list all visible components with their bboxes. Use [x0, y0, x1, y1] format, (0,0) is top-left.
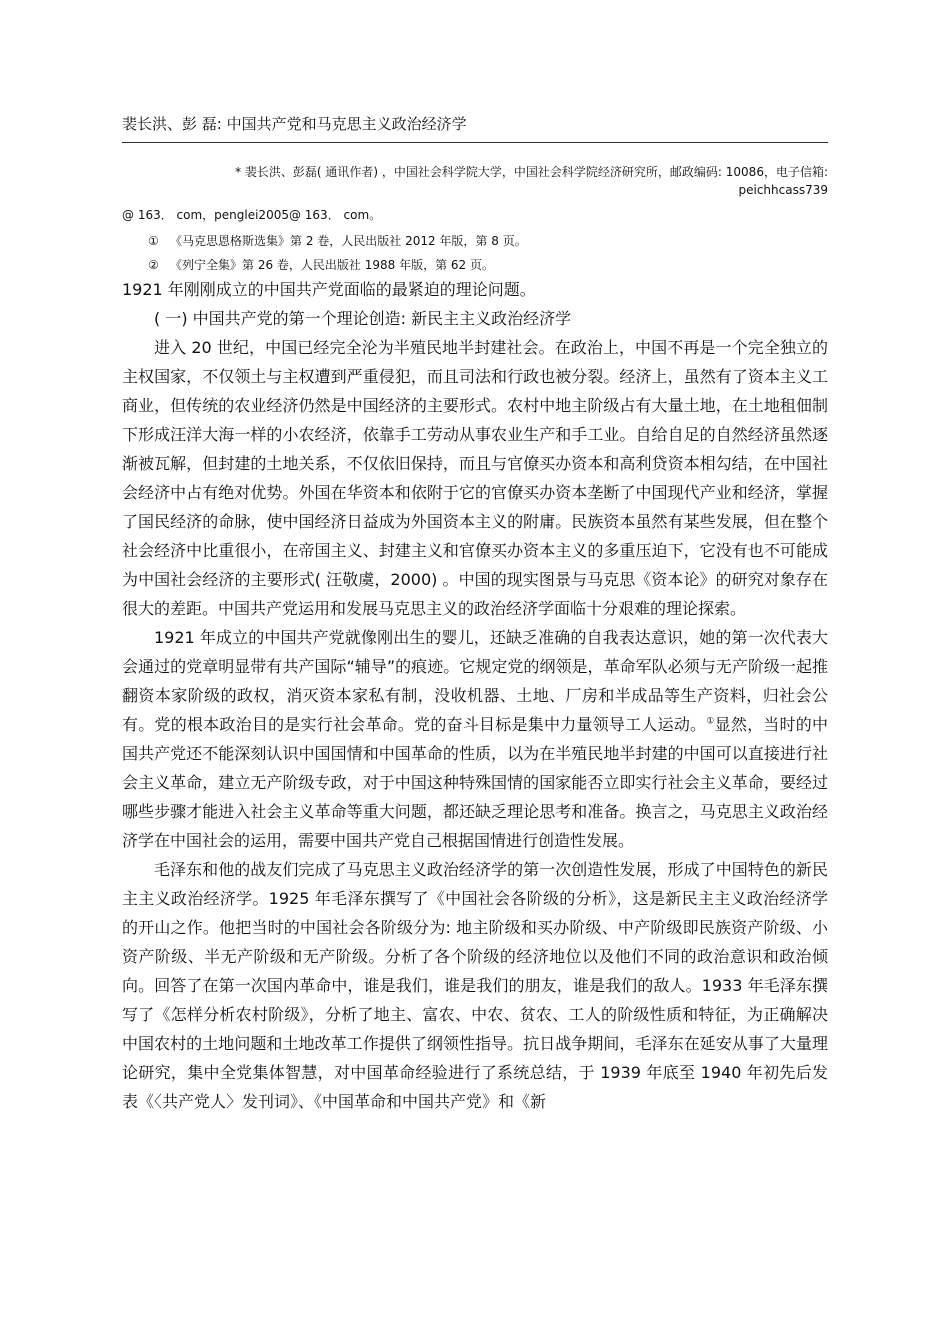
author-note-line-1: * 裴长洪、彭磊( 通讯作者) ，中国社会科学院大学，中国社会科学院经济研究所，邮政编码: 10086，电子信箱:: [235, 165, 828, 179]
paragraph-2: [122, 623, 828, 855]
paragraph-1: 进入 20 世纪，中国已经完全沦为半殖民地半封建社会。在政治上，中国不再是一个完全独立的主权国家，不仅领土与主权遭到严重侵犯，而且司法和行政也被分裂。经济上，虽然有了资本主义工商业，但传统的农业经济仍然是中国经济的主要形式。农村中地主阶级占有大量土地，在土地租佃制下形成汪洋大海一样的小农经济，依靠手工劳动从事农业生产和手工业。自给自足的自然经济虽然逐渐被瓦解，但封建的土地关系，不仅依旧保持，而且与官僚买办资本和高利贷资本相勾结，在中国社会经济中占有绝对优势。外国在华资本和依附于它的官僚买办资本垄断了中国现代产业和经济，掌握了国民经济的命脉，使中国经济日益成为外国资本主义的附庸。民族资本虽然有某些发展，但在整个社会经济中比重很小，在帝国主义、封建主义和官僚买办资本主义的多重压迫下，它没有也不可能成为中国社会经济的主要形式( 汪敬虞，2000) 。中国的现实图景与马克思《资本论》的研究对象存在很大的差距。中国共产党运用和发展马克思主义的政治经济学面临十分艰难的理论探索。: [122, 338, 828, 618]
running-header: 裴长洪、彭 磊: 中国共产党和马克思主义政治经济学: [122, 115, 467, 133]
footnote-text: 《列宁全集》第 26 卷，人民出版社 1988 年版，第 62 页。: [170, 258, 494, 272]
paragraph-2-part-b: 显然，当时的中国共产党还不能深刻认识中国国情和中国革命的性质，以为在半殖民地半封建的中国可以直接进行社会主义革命，建立无产阶级专政，对于中国这种特殊国情的国家能否立即实行社会主义革命，要经过哪些步骤才能进入社会主义革命等重大问题，都还缺乏理论思考和准备。换言之，马克思主义政治经济学在中国社会的运用，需要中国共产党自己根据国情进行创造性发展。: [122, 715, 828, 850]
paragraph-3: 毛泽东和他的战友们完成了马克思主义政治经济学的第一次创造性发展，形成了中国特色的新民主主义政治经济学。1925 年毛泽东撰写了《中国社会各阶级的分析》，这是新民主主义政治经济学的开山之作。他把当时的中国社会各阶级分为: 地主阶级和买办阶级、中产阶级即民族资产阶级、小资产阶级、半无产阶级和无产阶级。分析了各个阶级的经济地位以及他们不同的政治意识和政治倾向。回答了在第一次国内革命中，谁是我们，谁是我们的朋友，谁是我们的敌人。1933 年毛泽东撰写了《怎样分析农村阶级》，分析了地主、富农、中农、贫农、工人的阶级性质和特征，为正确解决中国农村的土地问题和土地改革工作提供了纲领性指导。抗日战争期间，毛泽东在延安从事了大量理论研究，集中全党集体智慧，对中国革命经验进行了系统总结，于 1939 年底至 1940 年初先后发表《〈共产党人〉发刊词》、《中国革命和中国共产党》和《新: [122, 860, 828, 1111]
section-heading: ( 一) 中国共产党的第一个理论创造: 新民主主义政治经济学: [154, 309, 572, 328]
footnote-ref: ①: [706, 716, 715, 727]
header-rule: [122, 142, 828, 143]
footnote-1: [148, 232, 527, 250]
footnote-2: [148, 256, 494, 274]
article-body: [122, 275, 828, 1116]
footnote-mark: ①: [148, 234, 159, 248]
lead-sentence: 1921 年刚刚成立的中国共产党面临的最紧迫的理论问题。: [122, 280, 536, 299]
paragraph-2-part-a: 1921 年成立的中国共产党就像刚出生的婴儿，还缺乏准确的自我表达意识，她的第一次代表大会通过的党章明显带有共产国际“辅导”的痕迹。它规定党的纲领是，革命军队必须与无产阶级一起推翻资本家阶级的政权，消灭资本家私有制，没收机器、土地、厂房和半成品等生产资料，归社会公有。党的根本政治目的是实行社会革命。党的奋斗目标是集中力量领导工人运动。: [122, 628, 828, 734]
author-note-line-3: @ 163． com，penglei2005@ 163． com。: [122, 208, 382, 222]
footnote-mark: ②: [148, 258, 159, 272]
author-note-line-2: peichhcass739: [738, 183, 828, 197]
footnote-text: 《马克思恩格斯选集》第 2 卷，人民出版社 2012 年版，第 8 页。: [170, 234, 527, 248]
